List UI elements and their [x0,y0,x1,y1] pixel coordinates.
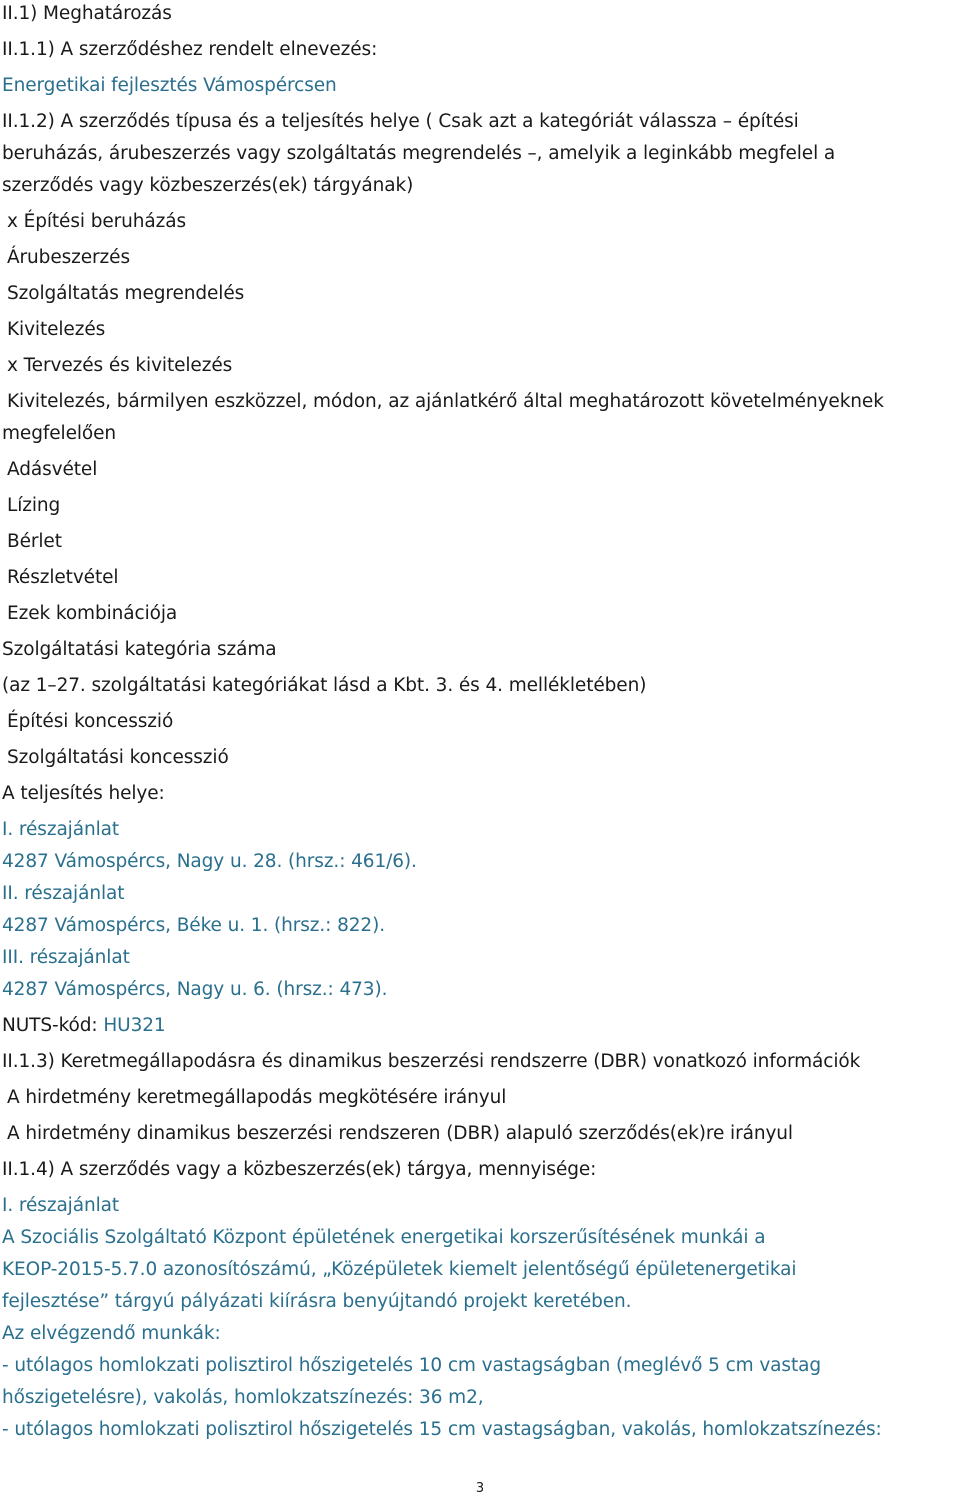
text-line: beruházás, árubeszerzés vagy szolgáltatás megrendelés –, amelyik a leginkább megfelel a [2,143,836,164]
text-line: A hirdetmény dinamikus beszerzési rendszeren (DBR) alapuló szerződés(ek)re irányul [7,1123,793,1144]
text-line: Lízing [7,495,61,516]
text-line: Bérlet [7,531,62,552]
text-line: Energetikai fejlesztés Vámospércsen [2,75,337,96]
text-line: x Építési beruházás [7,211,186,232]
text-line: Ezek kombinációja [7,603,178,624]
text-line: II.1.4) A szerződés vagy a közbeszerzés(ek) tárgya, mennyisége: [2,1159,597,1180]
text-line: 4287 Vámospércs, Nagy u. 28. (hrsz.: 461/6). [2,851,417,872]
text-line: 4287 Vámospércs, Béke u. 1. (hrsz.: 822). [2,915,386,936]
text-line: hőszigetelésre), vakolás, homlokzatszínezés: 36 m2, [2,1387,484,1408]
nuts-code: HU321 [103,1015,166,1036]
text-line: A teljesítés helye: [2,783,165,804]
text-line: - utólagos homlokzati polisztirol hőszigetelés 10 cm vastagságban (meglévő 5 cm vastag [2,1355,821,1376]
text-line: II. részajánlat [2,883,125,904]
text-line: A hirdetmény keretmegállapodás megkötésére irányul [7,1087,507,1108]
text-line: Adásvétel [7,459,98,480]
text-line: II.1.1) A szerződéshez rendelt elnevezés: [2,39,378,60]
page-number: 3 [475,1481,485,1496]
text-line: A Szociális Szolgáltató Központ épületének energetikai korszerűsítésének munkái a [2,1227,766,1248]
text-line: x Tervezés és kivitelezés [7,355,233,376]
text-line: Építési koncesszió [7,711,174,732]
text-line: KEOP-2015-5.7.0 azonosítószámú, „Középületek kiemelt jelentőségű épületenergetikai [2,1259,797,1280]
text-line: Részletvétel [7,567,119,588]
text-line: szerződés vagy közbeszerzés(ek) tárgyának) [2,175,414,196]
text-line: III. részajánlat [2,947,130,968]
text-line: Szolgáltatás megrendelés [7,283,245,304]
text-line: Árubeszerzés [7,247,130,268]
text-line: II.1.2) A szerződés típusa és a teljesítés helye ( Csak azt a kategóriát válassza – építési [2,111,799,132]
text-line: II.1.3) Keretmegállapodásra és dinamikus beszerzési rendszerre (DBR) vonatkozó információk [2,1051,861,1072]
text-line: Az elvégzendő munkák: [2,1323,221,1344]
text-line: Kivitelezés, bármilyen eszközzel, módon, az ajánlatkérő által meghatározott követelményeknek [7,391,884,412]
nuts-code-line [2,1014,166,1038]
text-line: I. részajánlat [2,1195,120,1216]
text-line: fejlesztése” tárgyú pályázati kiírásra benyújtandó projekt keretében. [2,1291,632,1312]
text-line: II.1) Meghatározás [2,3,172,24]
text-line: Kivitelezés [7,319,106,340]
text-line: megfelelően [2,423,117,444]
nuts-label: NUTS-kód: [2,1015,98,1036]
text-line: - utólagos homlokzati polisztirol hőszigetelés 15 cm vastagságban, vakolás, homlokzatszínezés: [2,1419,882,1440]
text-line: (az 1–27. szolgáltatási kategóriákat lásd a Kbt. 3. és 4. mellékletében) [2,675,647,696]
text-line: 4287 Vámospércs, Nagy u. 6. (hrsz.: 473). [2,979,388,1000]
text-line: Szolgáltatási koncesszió [7,747,229,768]
text-line: I. részajánlat [2,819,120,840]
text-line: Szolgáltatási kategória száma [2,639,277,660]
